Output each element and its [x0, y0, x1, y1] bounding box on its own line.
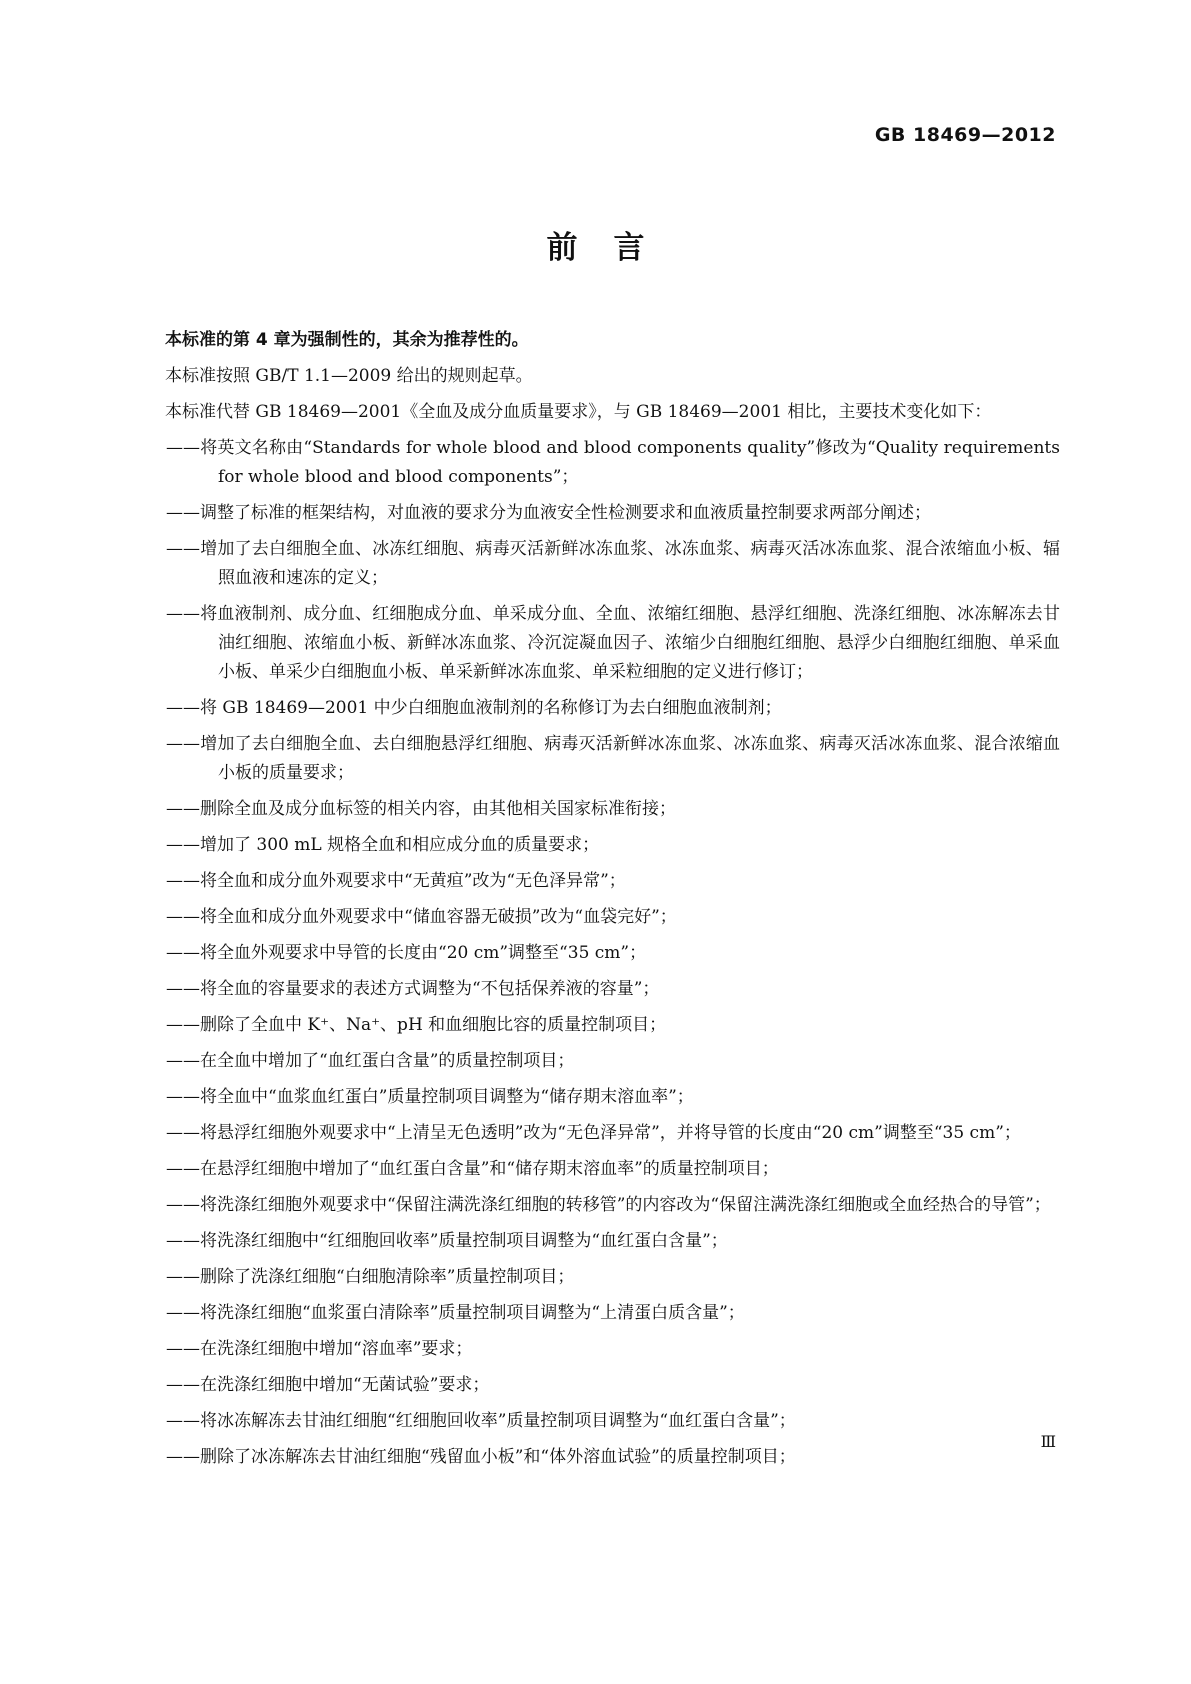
list-item: ——在全血中增加了“血红蛋白含量”的质量控制项目； [166, 1051, 575, 1071]
list-item: ——将洗涤红细胞中“红细胞回收率”质量控制项目调整为“血红蛋白含量”； [166, 1231, 728, 1251]
list-item: ——将全血外观要求中导管的长度由“20 cm”调整至“35 cm”； [166, 943, 647, 963]
list-item: ——删除全血及成分血标签的相关内容，由其他相关国家标准衔接； [166, 799, 676, 819]
list-item: ——在洗涤红细胞中增加“无菌试验”要求； [166, 1375, 490, 1395]
document-body [130, 326, 1060, 1479]
list-item: ——将全血中“血浆血红蛋白”质量控制项目调整为“储存期末溶血率”； [166, 1087, 694, 1107]
list-item: ——将全血和成分血外观要求中“无黄疸”改为“无色泽异常”； [166, 871, 626, 891]
list-item: ——将洗涤红细胞“血浆蛋白清除率”质量控制项目调整为“上清蛋白质含量”； [166, 1303, 745, 1323]
list-item: ——将全血的容量要求的表述方式调整为“不包括保养液的容量”； [166, 979, 660, 999]
drafting-rules-statement: 本标准按照 GB/T 1.1—2009 给出的规则起草。 [165, 366, 533, 386]
list-item: ——将悬浮红细胞外观要求中“上清呈无色透明”改为“无色泽异常”，并将导管的长度由“20 cm”调整至“35 cm”； [166, 1123, 1021, 1143]
list-item: ——删除了冰冻解冻去甘油红细胞“残留血小板”和“体外溶血试验”的质量控制项目； [166, 1447, 796, 1467]
replacement-statement: 本标准代替 GB 18469—2001《全血及成分血质量要求》，与 GB 18469—2001 相比，主要技术变化如下： [165, 402, 992, 422]
list-item: ——删除了洗涤红细胞“白细胞清除率”质量控制项目； [166, 1267, 575, 1287]
mandatory-statement: 本标准的第 4 章为强制性的，其余为推荐性的。 [165, 330, 529, 350]
list-item: ——增加了去白细胞全血、去白细胞悬浮红细胞、病毒灭活新鲜冰冻血浆、冰冻血浆、病毒灭活冰冻血浆、混合浓缩血小板的质量要求； [166, 734, 1060, 783]
list-item: ——将英文名称由“Standards for whole blood and blood components quality”修改为“Quality requirements for whole blood and blood components”； [166, 438, 1060, 487]
list-item: ——将洗涤红细胞外观要求中“保留注满洗涤红细胞的转移管”的内容改为“保留注满洗涤红细胞或全血经热合的导管”； [166, 1195, 1051, 1215]
list-item: ——增加了 300 mL 规格全血和相应成分血的质量要求； [166, 835, 600, 855]
list-item: ——将 GB 18469—2001 中少白细胞血液制剂的名称修订为去白细胞血液制剂； [166, 698, 782, 718]
list-item: ——将冰冻解冻去甘油红细胞“红细胞回收率”质量控制项目调整为“血红蛋白含量”； [166, 1411, 796, 1431]
list-item: ——删除了全血中 K⁺、Na⁺、pH 和血细胞比容的质量控制项目； [166, 1015, 667, 1035]
standard-code: GB 18469—2012 [874, 124, 1056, 146]
list-item: ——在洗涤红细胞中增加“溶血率”要求； [166, 1339, 473, 1359]
list-item: ——调整了标准的框架结构，对血液的要求分为血液安全性检测要求和血液质量控制要求两部分阐述； [166, 503, 931, 523]
list-item: ——将全血和成分血外观要求中“储血容器无破损”改为“血袋完好”； [166, 907, 677, 927]
list-item: ——将血液制剂、成分血、红细胞成分血、单采成分血、全血、浓缩红细胞、悬浮红细胞、洗涤红细胞、冰冻解冻去甘油红细胞、浓缩血小板、新鲜冰冻血浆、冷沉淀凝血因子、浓缩少白细胞红细胞、悬浮少白细胞红细胞、单采血小板、单采少白细胞血小板、单采新鲜冰冻血浆、单采粒细胞的定义进行修订； [166, 604, 1060, 682]
page-number: Ⅲ [1040, 1432, 1056, 1451]
changes-list [130, 434, 1060, 1472]
page-title: 前言 [546, 230, 681, 266]
list-item: ——增加了去白细胞全血、冰冻红细胞、病毒灭活新鲜冰冻血浆、冰冻血浆、病毒灭活冰冻血浆、混合浓缩血小板、辐照血液和速冻的定义； [166, 539, 1060, 588]
list-item: ——在悬浮红细胞中增加了“血红蛋白含量”和“储存期末溶血率”的质量控制项目； [166, 1159, 779, 1179]
